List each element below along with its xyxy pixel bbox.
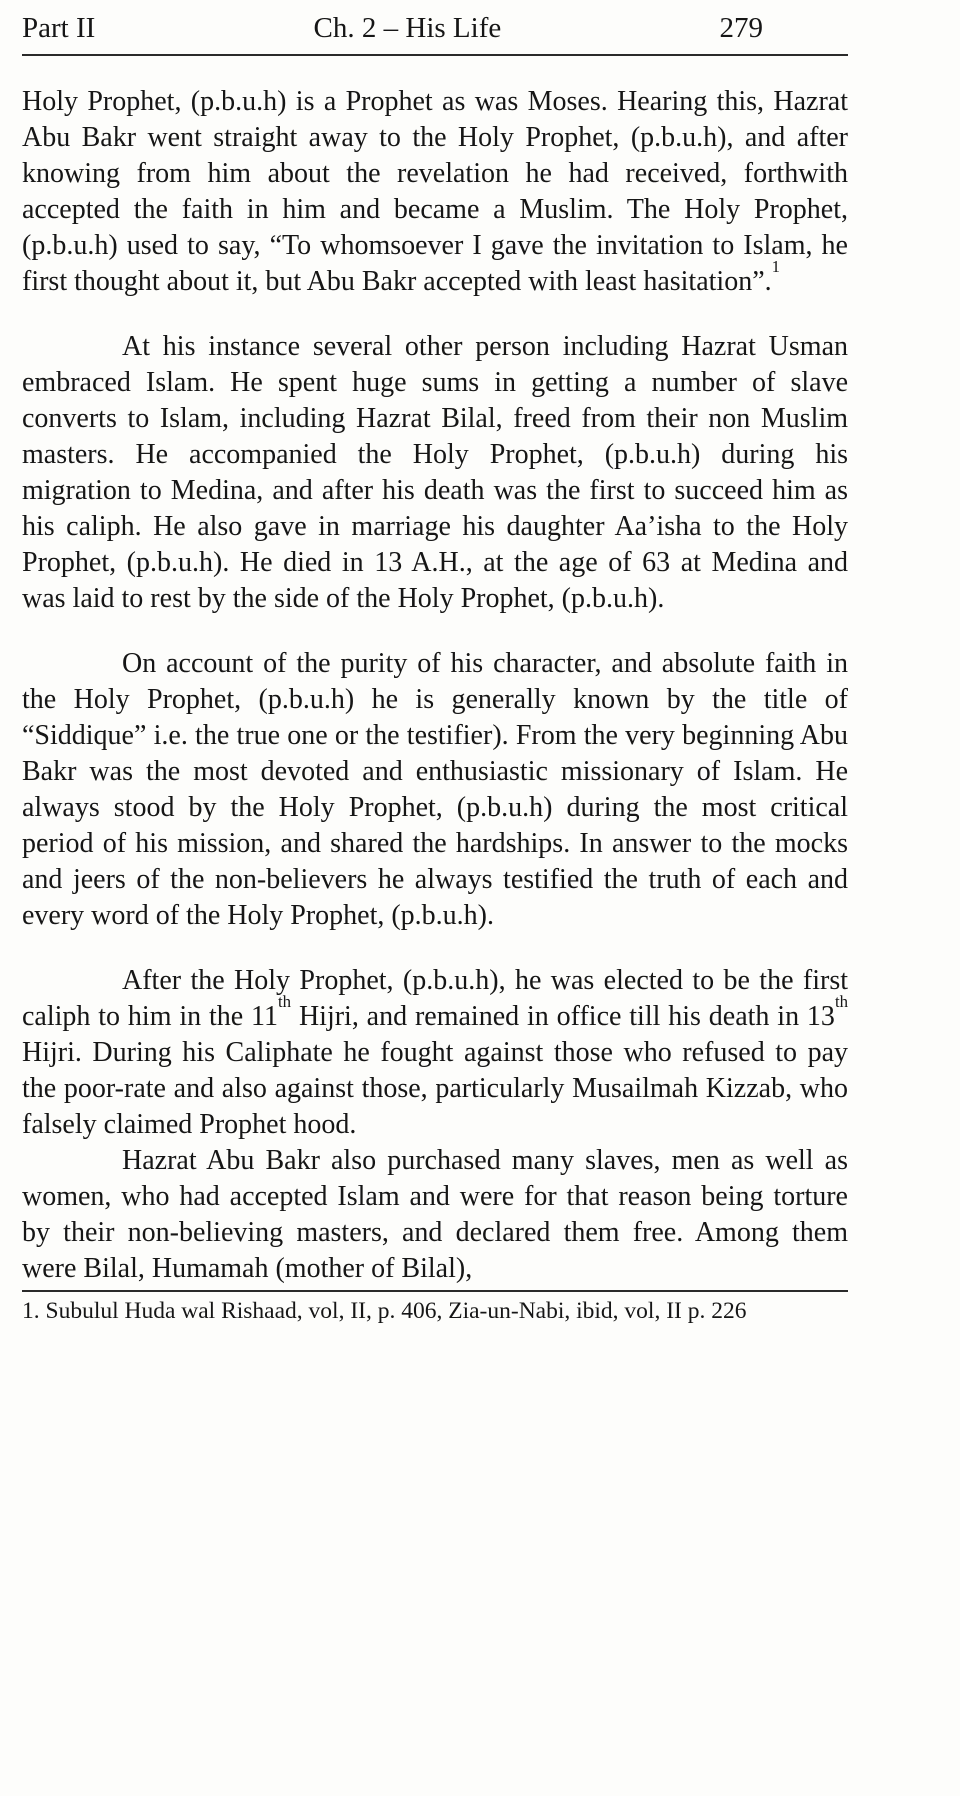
footnote — [22, 1297, 848, 1326]
page-header — [22, 10, 848, 54]
header-chapter-title: Ch. 2 – His Life — [313, 12, 502, 44]
paragraph: On account of the purity of his character, and absolute faith in the Holy Prophet, (p.b.u.h) he is generally known by the title of “Siddique” i.e. the true one or the testifier). From the very beginning Abu Bakr was the most devoted and enthusiastic missionary of Islam. He always stood by the Holy Prophet, (p.b.u.h) during the most critical period of his mission, and shared the hardships. In answer to the mocks and jeers of the non-believers he always testified the truth of each and every word of the Holy Prophet, (p.b.u.h). — [22, 648, 848, 931]
paragraph: After the Holy Prophet, (p.b.u.h), he was elected to be the first caliph to him in the 11th Hijri, and remained in office till his death in 13th Hijri. During his Caliphate he fought against those who refused to pay the poor-rate and also against those, particularly Musailmah Kizzab, who falsely claimed Prophet hood. — [22, 965, 848, 1140]
ordinal-suffix: th — [278, 992, 292, 1012]
paragraph: At his instance several other person including Hazrat Usman embraced Islam. He spent huge sums in getting a number of slave converts to Islam, including Hazrat Bilal, freed from their non Muslim masters. He accompanied the Holy Prophet, (p.b.u.h) during his migration to Medina, and after his death was the first to succeed him as his caliph. He also gave in marriage his daughter Aa’isha to the Holy Prophet, (p.b.u.h). He died in 13 A.H., at the age of 63 at Medina and was laid to rest by the side of the Holy Prophet, (p.b.u.h). — [22, 331, 848, 614]
footnote-ref: 1 — [771, 257, 781, 277]
header-part-label: Part II — [22, 12, 96, 44]
paragraph: Holy Prophet, (p.b.u.h) is a Prophet as was Moses. Hearing this, Hazrat Abu Bakr went straight away to the Holy Prophet, (p.b.u.h), and after knowing from him about the revelation he had received, forthwith accepted the faith in him and became a Muslim. The Holy Prophet, (p.b.u.h) used to say, “To whomsoever I gave the invitation to Islam, he first thought about it, but Abu Bakr accepted with least hasitation”.$^1$ — [22, 86, 848, 297]
footnote-text: 1. Subulul Huda wal Rishaad, vol, II, p. 406, Zia-un-Nabi, ibid, vol, II p. 226 — [22, 1298, 747, 1324]
footnote-rule — [22, 1290, 848, 1292]
paragraph: Hazrat Abu Bakr also purchased many slaves, men as well as women, who had accepted Islam and were for that reason being torture by their non-believing masters, and declared them free. Among them were Bilal, Humamah (mother of Bilal), — [22, 1145, 848, 1284]
header-page-number: 279 — [719, 12, 763, 44]
ordinal-suffix: th — [834, 992, 848, 1012]
body-paragraphs — [22, 84, 848, 1287]
header-rule — [22, 54, 848, 56]
